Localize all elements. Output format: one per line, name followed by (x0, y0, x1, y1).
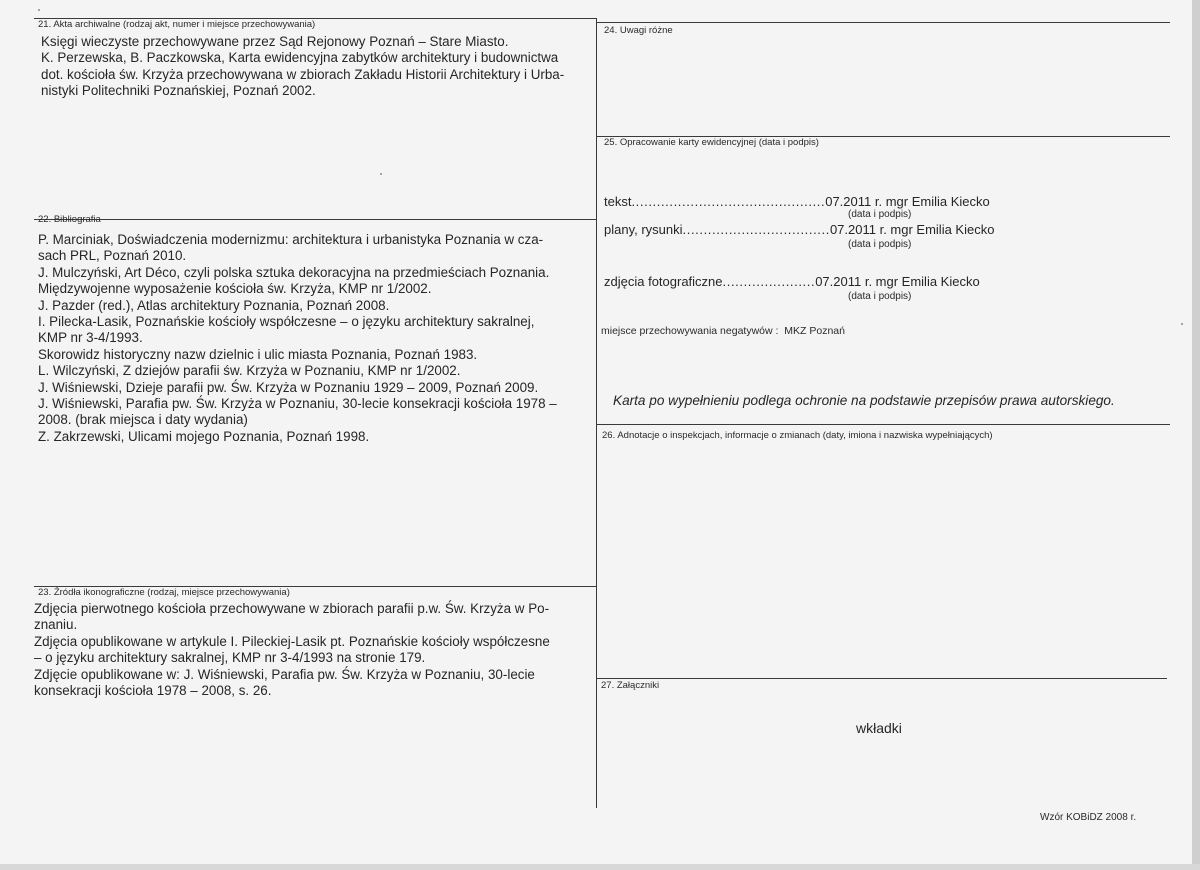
bibliography-line: KMP nr 3-4/1993. (38, 330, 143, 346)
speck (38, 9, 40, 11)
tekst-value: 07.2011 r. mgr Emilia Kiecko (825, 194, 990, 209)
negatives-label: miejsce przechowywania negatywów : (601, 325, 779, 337)
iconography-line: Zdjęcie opublikowane w: J. Wiśniewski, Parafia pw. Św. Krzyża w Poznaniu, 30-lecie (34, 666, 535, 682)
plany-dots: ................................... (682, 222, 830, 237)
zdjecia-value: 07.2011 r. mgr Emilia Kiecko (815, 274, 980, 289)
speck (380, 173, 382, 175)
section-21-body (41, 34, 564, 100)
section-22-body (38, 232, 557, 445)
rule-22 (34, 219, 596, 220)
bibliography-line: I. Pilecka-Lasik, Poznańskie kościoły współczesne – o języku architektury sakralnej, (38, 314, 535, 330)
rule-27 (596, 678, 1167, 679)
zdjecia-sub-label: (data i podpis) (848, 291, 912, 302)
section-21-line: nistyki Politechniki Poznańskiej, Poznań 2002. (41, 83, 316, 99)
section-21-line: K. Perzewska, B. Paczkowska, Karta ewidencyjna zabytków architektury i budownictwa (41, 50, 559, 66)
page-edge-right (1192, 0, 1200, 870)
section-21-line: dot. kościoła św. Krzyża przechowywana w zbiorach Zakładu Historii Architektury i Urba- (41, 66, 565, 82)
section-24-header: 24. Uwagi różne (604, 25, 673, 36)
section-25-header: 25. Opracowanie karty ewidencyjnej (data i podpis) (604, 137, 819, 148)
zdjecia-row (604, 274, 980, 289)
iconography-line: konsekracji kościoła 1978 – 2008, s. 26. (34, 683, 272, 699)
iconography-line: Zdjęcia opublikowane w artykule I. Pileckiej-Lasik pt. Poznańskie kościoły współczesne (34, 633, 550, 649)
tekst-row (604, 194, 990, 209)
bibliography-line: J. Mulczyński, Art Déco, czyli polska sztuka dekoracyjna na przedmieściach Poznania. (38, 264, 550, 280)
section-27-header: 27. Załączniki (601, 680, 660, 691)
bibliography-line: L. Wilczyński, Z dziejów parafii św. Krzyża w Poznaniu, KMP nr 1/2002. (38, 363, 461, 379)
top-rule-right (596, 22, 1170, 23)
tekst-dots: .............................................. (631, 194, 826, 209)
bibliography-line: Międzywojenne wyposażenie kościoła św. Krzyża, KMP nr 1/2002. (38, 281, 432, 297)
bibliography-line: J. Wiśniewski, Parafia pw. Św. Krzyża w Poznaniu, 30-lecie konsekracji kościoła 1978 – (38, 396, 557, 412)
section-23-header: 23. Źródła ikonograficzne (rodzaj, miejsce przechowywania) (38, 587, 290, 598)
iconography-line: znaniu. (34, 617, 78, 633)
bibliography-line: Z. Zakrzewski, Ulicami mojego Poznania, Poznań 1998. (38, 428, 370, 444)
section-21-header: 21. Akta archiwalne (rodzaj akt, numer i miejsce przechowywania) (38, 19, 316, 30)
page-edge-bottom (0, 864, 1200, 870)
bibliography-line: J. Pazder (red.), Atlas architektury Poznania, Poznań 2008. (38, 297, 390, 313)
plany-value: 07.2011 r. mgr Emilia Kiecko (829, 222, 995, 237)
section-26-header: 26. Adnotacje o inspekcjach, informacje o zmianach (daty, imiona i nazwiska wypełniających) (602, 430, 993, 441)
zdjecia-label: zdjęcia fotograficzne (604, 274, 723, 289)
plany-sub-label: (data i podpis) (848, 239, 912, 250)
bibliography-line: P. Marciniak, Doświadczenia modernizmu: architektura i urbanistyka Poznania w cza- (38, 232, 544, 247)
negatives-row (601, 326, 845, 337)
zdjecia-dots: ...................... (722, 274, 816, 289)
section-21-line: Księgi wieczyste przechowywane przez Sąd Rejonowy Poznań – Stare Miasto. (41, 34, 509, 49)
iconography-line: – o języku architektury sakralnej, KMP nr 3-4/1993 na stronie 179. (34, 650, 426, 666)
section-23-body (34, 601, 550, 699)
iconography-line: Zdjęcia pierwotnego kościoła przechowywane w zbiorach parafii p.w. Św. Krzyża w Po- (34, 601, 550, 616)
rule-26 (596, 424, 1170, 425)
negatives-value: MKZ Poznań (784, 325, 845, 337)
bibliography-line: sach PRL, Poznań 2010. (38, 248, 187, 264)
attachments-value: wkładki (856, 720, 902, 736)
bibliography-line: 2008. (brak miejsca i daty wydania) (38, 412, 248, 428)
bibliography-line: J. Wiśniewski, Dzieje parafii pw. Św. Krzyża w Poznaniu 1929 – 2009, Poznań 2009. (38, 379, 539, 395)
copyright-note: Karta po wypełnieniu podlega ochronie na podstawie przepisów prawa autorskiego. (613, 393, 1115, 408)
tekst-label: tekst (604, 194, 632, 209)
bibliography-line: Skorowidz historyczny nazw dzielnic i ulic miasta Poznania, Poznań 1983. (38, 346, 478, 362)
speck (1181, 323, 1183, 325)
plany-label: plany, rysunki (604, 222, 683, 237)
section-22-header: 22. Bibliografia (38, 214, 101, 225)
tekst-sub-label: (data i podpis) (848, 209, 912, 220)
plany-row (604, 222, 994, 237)
form-template-id: Wzór KOBiDZ 2008 r. (1040, 812, 1137, 823)
